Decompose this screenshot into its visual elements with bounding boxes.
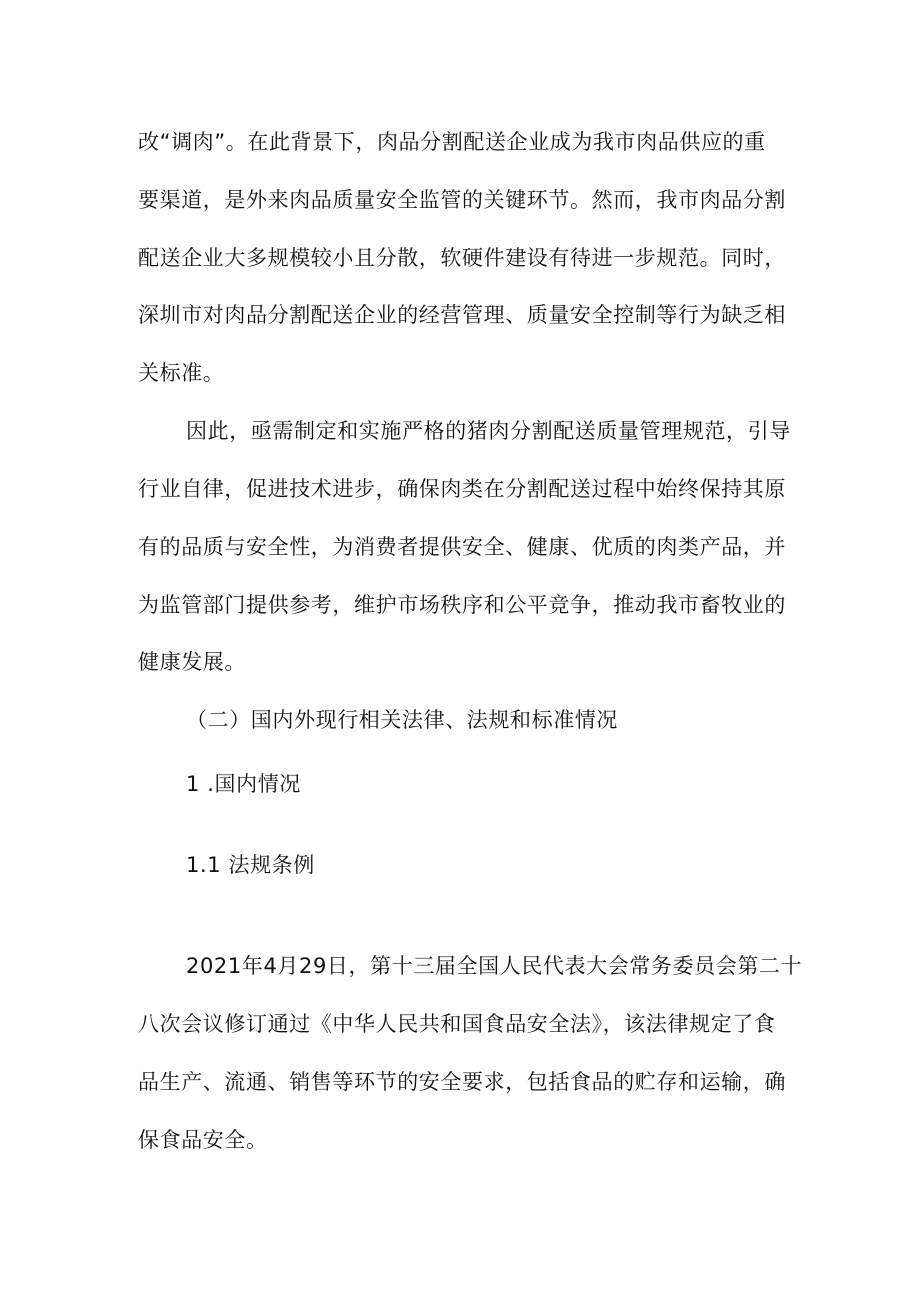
paragraph-1-line-5: 关标准。	[138, 361, 225, 385]
section-heading: （二）国内外现行相关法律、法规和标准情况	[186, 708, 618, 732]
paragraph-3-line-4: 保食品安全。	[138, 1128, 268, 1152]
paragraph-1-line-4: 深圳市对肉品分割配送企业的经营管理、质量安全控制等行为缺乏相	[138, 303, 786, 327]
paragraph-3-line-2: 八次会议修订通过《中华人民共和国食品安全法》，该法律规定了食	[138, 1012, 776, 1036]
paragraph-1-line-2: 要渠道，是外来肉品质量安全监管的关键环节。然而，我市肉品分割	[138, 188, 786, 212]
paragraph-2-line-4: 为监管部门提供参考，维护市场秩序和公平竞争，推动我市畜牧业的	[138, 593, 786, 617]
paragraph-1-line-1: 改“调肉”。在此背景下，肉品分割配送企业成为我市肉品供应的重	[138, 130, 766, 154]
subsection-heading-domestic: 1 .国内情况	[186, 772, 301, 796]
paragraph-1-line-3: 配送企业大多规模较小且分散，软硬件建设有待进一步规范。同时，	[138, 246, 786, 270]
paragraph-3-line-1: 2021年4月29日，第十三届全国人民代表大会常务委员会第二十	[186, 954, 803, 978]
paragraph-2-line-5: 健康发展。	[138, 650, 246, 674]
paragraph-3-line-3: 品生产、流通、销售等环节的安全要求，包括食品的贮存和运输，确	[138, 1070, 786, 1094]
subsection-heading-regulations: 1.1 法规条例	[186, 853, 315, 877]
paragraph-2-line-3: 有的品质与安全性，为消费者提供安全、健康、优质的肉类产品，并	[138, 535, 786, 559]
paragraph-2-line-2: 行业自律，促进技术进步，确保肉类在分割配送过程中始终保持其原	[138, 477, 786, 501]
paragraph-2-line-1: 因此，亟需制定和实施严格的猪肉分割配送质量管理规范，引导	[186, 419, 791, 443]
